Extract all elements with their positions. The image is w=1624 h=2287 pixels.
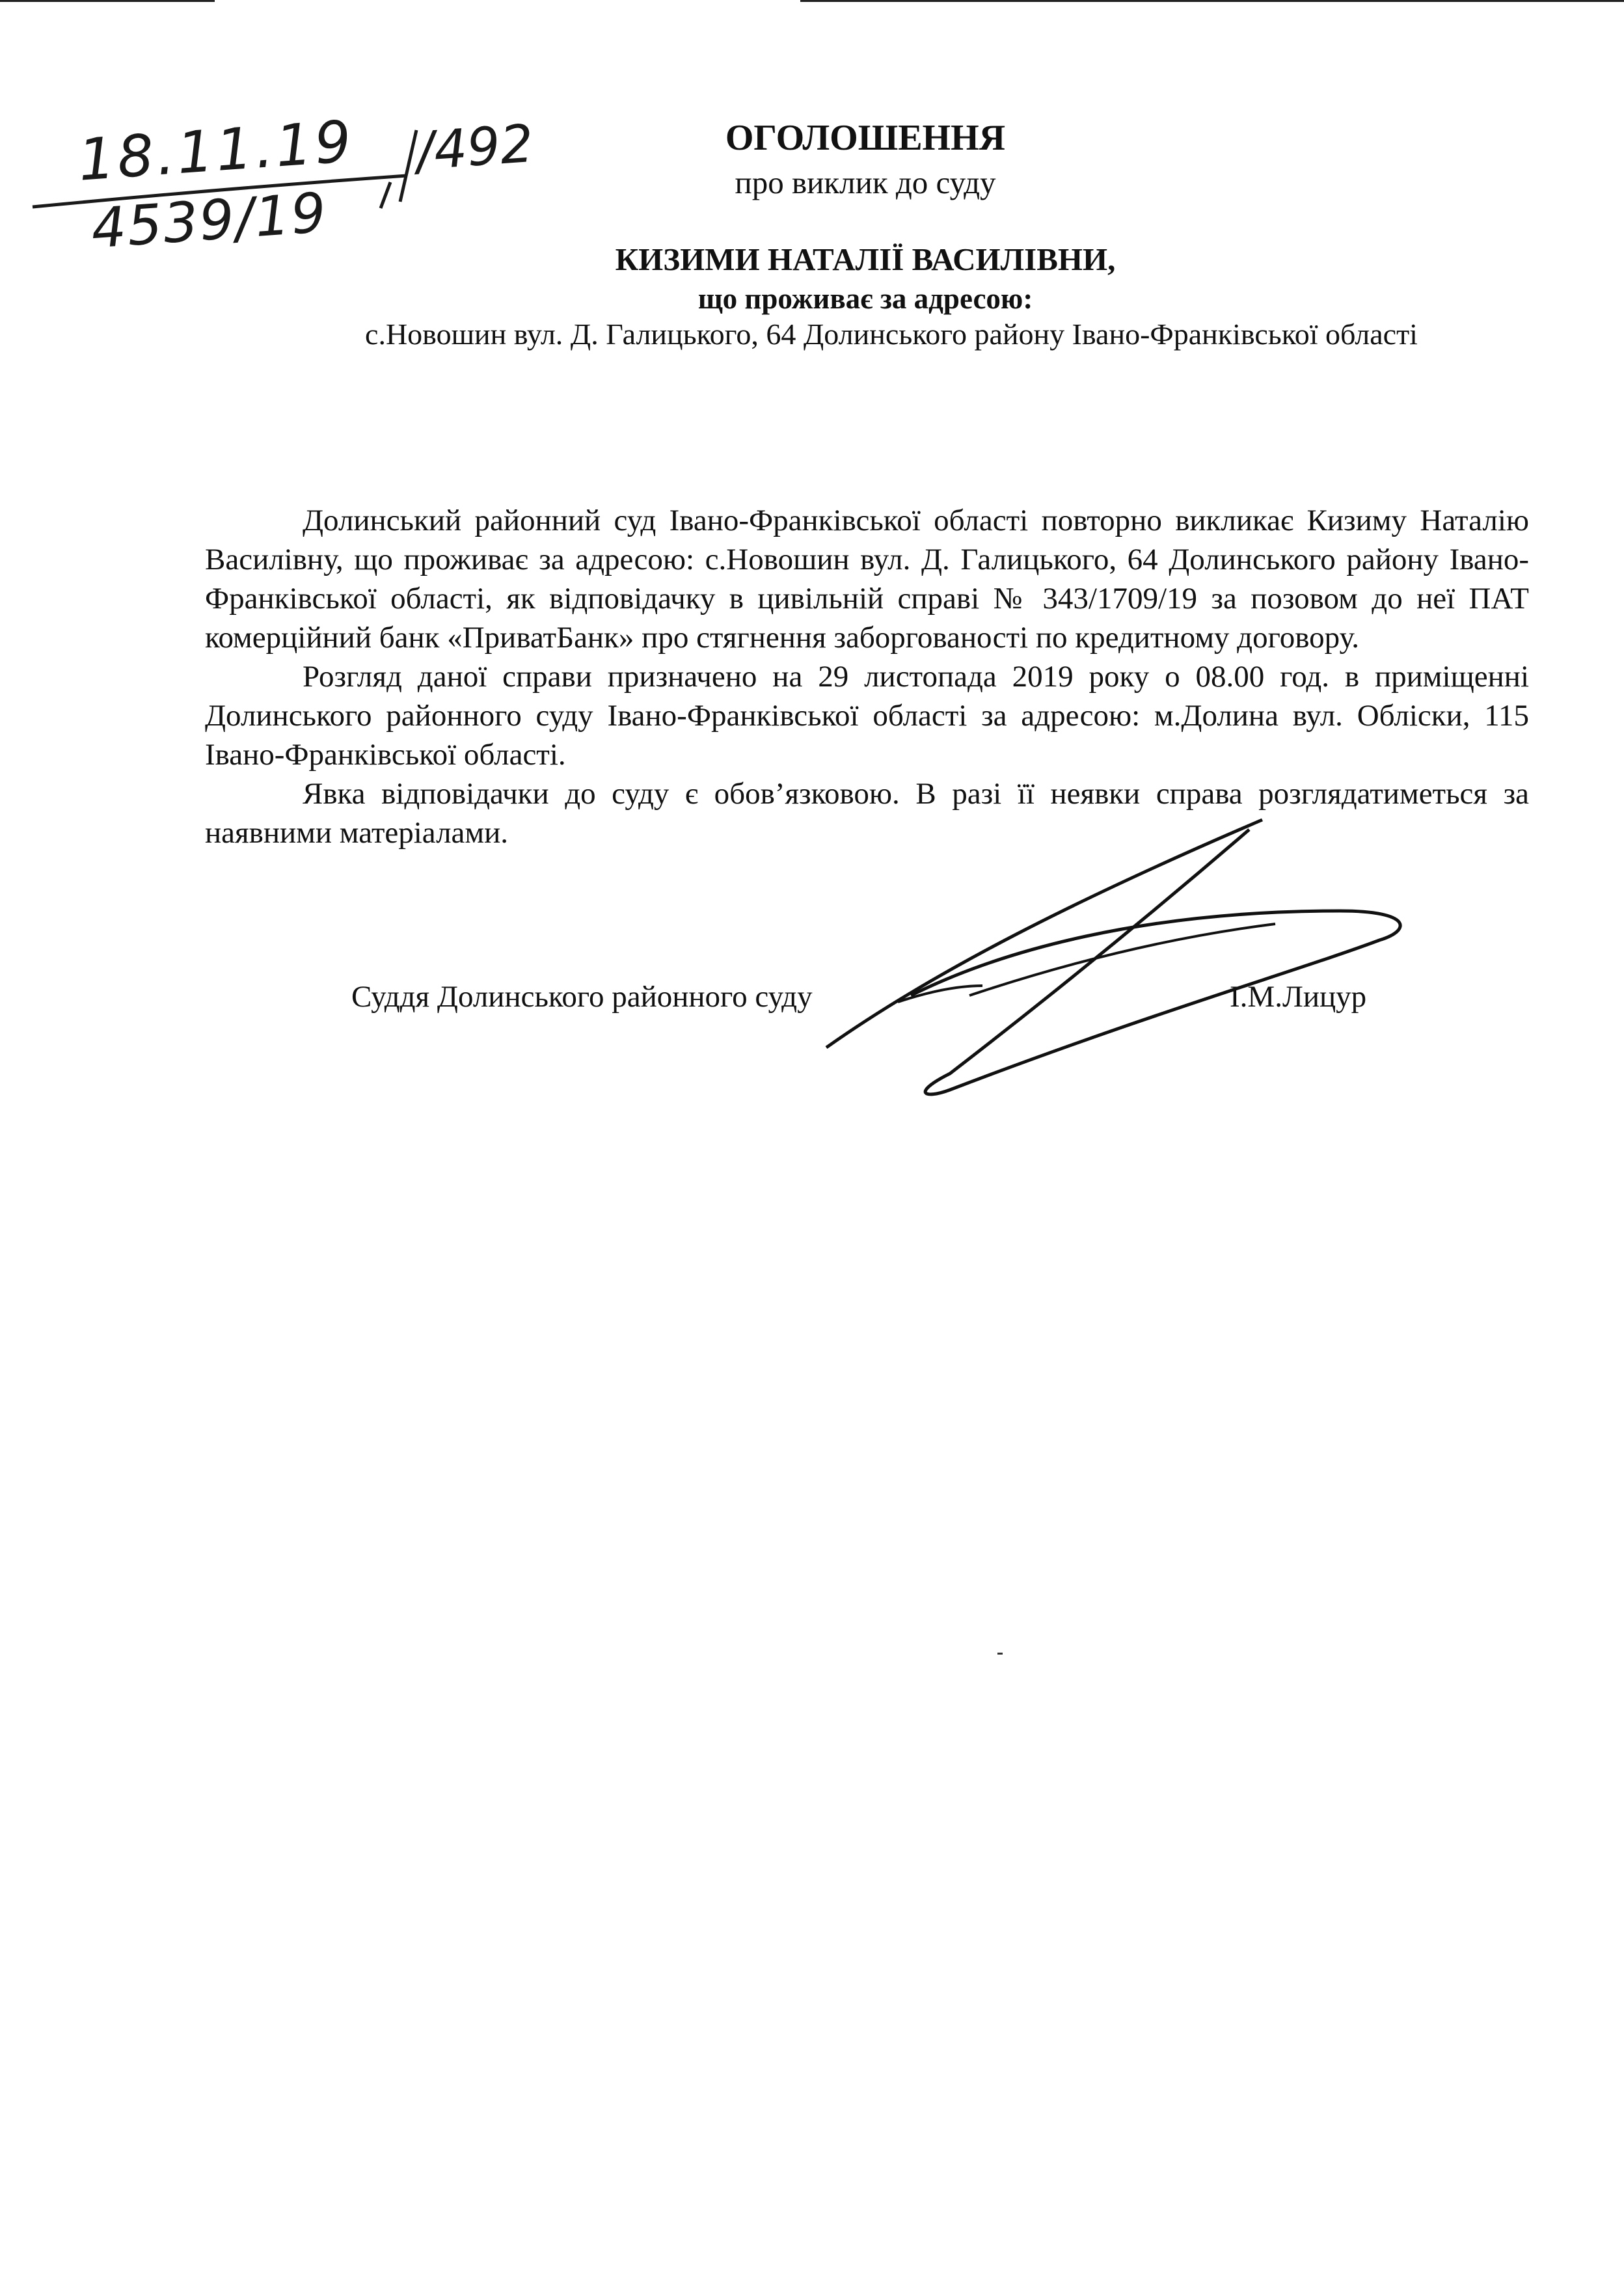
- handwritten-case-reference: 4539/19: [89, 180, 329, 261]
- document-subtitle: про виклик до суду: [735, 165, 996, 200]
- body-paragraph: Розгляд даної справи призначено на 29 листопада 2019 року о 08.00 год. в приміщенні Долинського районного суду Івано-Франківської області за адресою: м.Долина вул. Обліски, 115 Івано-Франківської області.: [205, 660, 1529, 772]
- body-paragraph: Долинський районний суд Івано-Франківської області повторно викликає Кизиму Наталію Василівну, що проживає за адресою: с.Новошин вул. Д. Галицького, 64 Долинського району Івано-Франківської області, як відповідачку в цивільній справі № 343/1709/19 за позовом до неї ПАТ комерційний банк «ПриватБанк» про стягнення заборгованості по кредитному договору.: [205, 504, 1529, 655]
- scan-edge-artifact: [800, 0, 1624, 2]
- handwritten-registration-number: /492: [414, 113, 535, 182]
- notice-body: [205, 501, 1529, 852]
- scan-edge-artifact: [0, 0, 215, 2]
- summoned-person-name: КИЗИМИ НАТАЛІЇ ВАСИЛІВНИ,: [615, 241, 1116, 277]
- document-title: ОГОЛОШЕННЯ: [725, 118, 1006, 158]
- judge-name: І.М.Лицур: [1230, 980, 1367, 1014]
- body-paragraph: Явка відповідачки до суду є обов’язковою. В разі її неявки справа розглядатиметься за наявними матеріалами.: [205, 777, 1529, 850]
- scan-speck: [997, 1653, 1003, 1655]
- judge-signature: [807, 800, 1431, 1106]
- residence-address: с.Новошин вул. Д. Галицького, 64 Долинського району Івано-Франківської області: [365, 318, 1418, 351]
- judge-title: Суддя Долинського районного суду: [351, 980, 813, 1014]
- residence-label: що проживає за адресою:: [697, 282, 1033, 315]
- handwritten-date: 18.11.19: [75, 107, 356, 194]
